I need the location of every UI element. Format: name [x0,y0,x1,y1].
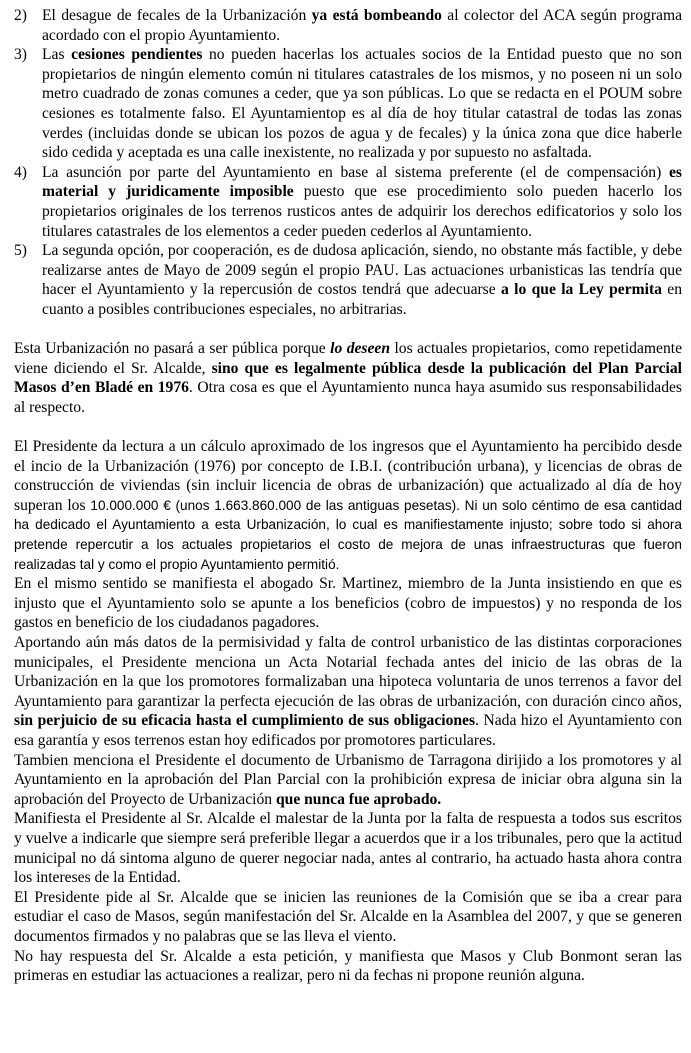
paragraph [14,751,682,810]
list-item-text [42,163,682,241]
list-item-text [42,241,682,319]
list-item [14,241,682,319]
paragraph [14,947,682,986]
text-run: El Presidente pide al Sr. Alcalde que se inicien las reuniones de la Comisión que se iba a crear para estudiar el caso de Masos, según manifestación del Sr. Alcalde en la Asamblea del 2007, y que se generen documentos firmados y no palabras que se las lleva el viento. [14,888,682,945]
text-run: Manifiesta el Presidente al Sr. Alcalde el malestar de la Junta por la falta de respuesta a todos sus escritos y vuelve a indicarle que siempre será preferible llegar a acuerdos que ir a los tribunales, pero que la actitud municipal no dá sintoma alguno de querer negociar nada, antes al contrario, ha actuado hasta ahora contra los intereses de la Entidad. [14,810,682,887]
text-run: . Otra cosa es que el Ayuntamiento nunca haya asumido sus responsabilidades al respecto. [14,379,682,416]
bold-text: cesiones pendientes [71,46,203,64]
bold-italic-text: lo deseen [330,340,391,358]
list-number: 2) [14,7,27,24]
paragraph [14,809,682,887]
text-run: en cuanto a posibles contribuciones especiales, no arbitrarias. [42,281,683,318]
text-run: Tambien menciona el Presidente el documento de Urbanismo de Tarragona dirijido a los promotores y al Ayuntamiento en la aprobación del Plan Parcial con la prohibición expresa de iniciar obra alguna sin la aprobación del Proyecto de Urbanización [14,751,682,808]
bold-text: es material y juridicamente imposible [42,163,682,201]
bold-text: a lo que la Ley permita [501,281,662,299]
text-run: al colector del ACA según programa acordado con el propio Ayuntamiento. [42,7,682,44]
text-run: No hay respuesta del Sr. Alcalde a esta petición, y manifiesta que Masos y Club Bonmont seran las primeras en estudiar las actuaciones a realizar, pero ni da fechas ni propone reunión alguna. [14,947,682,985]
paragraph [14,633,682,751]
text-run: El Presidente da lectura a un cálculo aproximado de los ingresos que el Ayuntamiento ha percibido desde el incio de la Urbanización (1976) por concepto de I.B.I. (contribución urbana), y licencias de obras de construcción de viviendas (sin incluir licencia de obras de urbanización) que actualizado al día de hoy superan los [14,438,682,514]
numbered-list [14,6,682,320]
document-page [14,6,682,986]
list-item-text [42,45,682,163]
list-number: 3) [14,46,27,64]
bold-text: ya está bombeando [311,7,442,24]
bold-text: sin perjuicio de su eficacia hasta el cumplimiento de sus obligaciones [14,712,476,730]
paragraph [14,339,682,417]
text-run: La segunda opción, por cooperación, es de dudosa aplicación, siendo, no obstante más factible, y debe realizarse antes de Mayo de 2009 según el propio PAU. Las actuaciones urbanisticas las tendría que hacer el Ayuntamiento y la repercusión de costos tendrá que adecuarse [42,242,682,299]
list-item-text [42,6,682,45]
text-run: puesto que ese procedimiento solo pueden hacerlo los propietarios originales de los terrenos rusticos antes de adquirir los derechos edificatorios y solo los titulares catastrales de los elementos a ceder pueden cederlos al Ayuntamiento. [42,183,683,240]
paragraph [14,888,682,947]
list-item [14,6,682,45]
text-run: En el mismo sentido se manifiesta el abogado Sr. Martinez, miembro de la Junta insistiendo en que es injusto que el Ayuntamiento solo se apunte a los beneficios (cobro de impuestos) y no responda de los gastos en beneficio de los ciudadanos pagadores. [14,575,682,632]
text-run: El desague de fecales de la Urbanización [42,7,312,24]
list-item [14,45,682,163]
bold-text: sino que es legalmente pública desde la publicación del Plan Parcial Masos d’en Bladé en 1976 [14,359,682,397]
text-run: no pueden hacerlas los actuales socios de la Entidad puesto que no son propietarios de ningún elemento común ni titulares catastrales de los mismos, y no poseen ni un solo metro cuadrado de zonas comunes a ceder, que ya son públicas. Lo que se redacta en el POUM sobre cesiones es totalmente falso. El Ayuntamientop es al día de hoy titular catastral de todas las zonas verdes (incluidas donde se ubican los pozos de agua y de fecales) y la única zona que dice haberle sido cedida y aceptada es una calle inexistente, no realizada y por supuesto no asfaltada. [42,46,682,162]
paragraph-spacer [14,320,682,340]
paragraph [14,437,682,574]
text-run: Aportando aún más datos de la permisividad y falta de control urbanistico de las distintas corporaciones municipales, el Presidente menciona un Acta Notarial fechada antes del inicio de las obras de la Urbanización en la que los promotores formalizaban una hipoteca voluntaria de unos terrenos a favor del Ayuntamiento para garantizar la perfecta ejecución de las obras de urbanización, con duración cinco años, [14,634,682,710]
body-paragraphs [14,320,682,986]
sans-text: 10.000.000 € (unos 1.663.860.000 de las antiguas pesetas). Ni un solo céntimo de esa cantidad ha dedicado el Ayuntamiento a esta Urbanización, lo cual es manifiestamente injusto; sobre todo si ahora pretende repercutir a los actuales propietarios el costo de mejora de unas infraestructuras que fueron realizadas tal y como el propio Ayuntamiento permitió. [14,497,683,572]
list-number: 4) [14,163,27,181]
text-run: los actuales propietarios, como repetidamente viene diciendo el Sr. Alcalde, [14,340,682,377]
text-run: . Nada hizo el Ayuntamiento con esa garantía y esos terrenos estan hoy edificados por promotores particulares. [14,712,682,749]
text-run: Las [42,46,72,64]
text-run: Esta Urbanización no pasará a ser pública porque [14,340,331,358]
paragraph-spacer [14,417,682,437]
bold-text: que nunca fue aprobado. [275,790,442,808]
paragraph [14,574,682,633]
list-item [14,163,682,241]
list-number: 5) [14,242,27,260]
text-run: La asunción por parte del Ayuntamiento en base al sistema preferente (el de compensación) [42,163,669,181]
